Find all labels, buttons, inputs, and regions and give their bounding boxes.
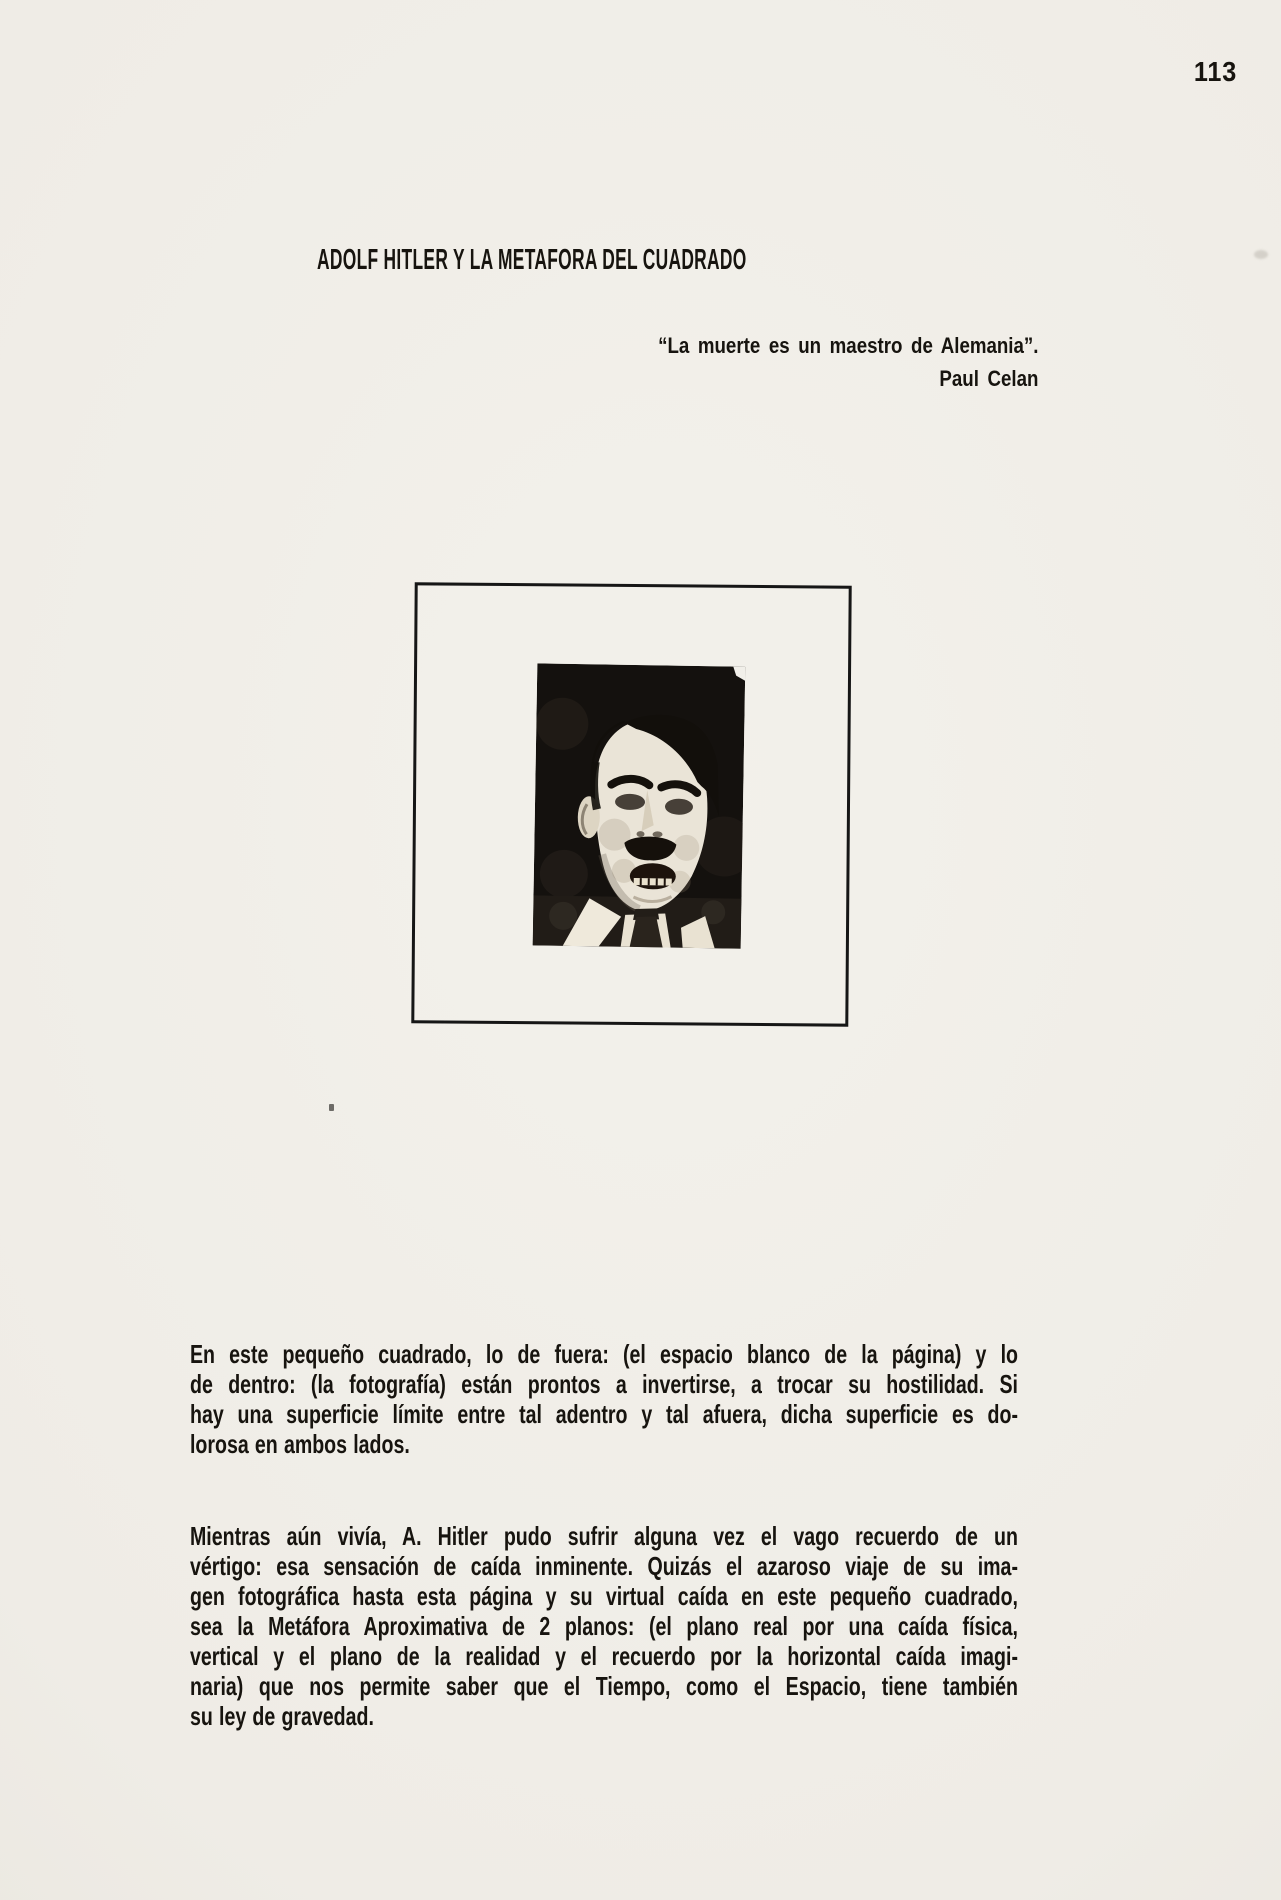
- scan-speck: [329, 1104, 334, 1111]
- paragraph: [190, 1521, 1018, 1731]
- text-line: de dentro: (la fotografía) están prontos a invertirse, a trocar su hostilidad. Si: [190, 1369, 1018, 1399]
- page-title: ADOLF HITLER Y LA METAFORA DEL CUADRADO: [317, 244, 747, 276]
- text-line: vertical y el plano de la realidad y el recuerdo por la horizontal caída imagi-: [190, 1641, 1018, 1671]
- text-line: naria) que nos permite saber que el Tiempo, como el Espacio, tiene también: [190, 1671, 1018, 1701]
- text-line: En este pequeño cuadrado, lo de fuera: (el espacio blanco de la página) y lo: [190, 1339, 1018, 1369]
- text-line: vértigo: esa sensación de caída inminente. Quizás el azaroso viaje de su ima-: [190, 1551, 1018, 1581]
- scan-speck: [1254, 250, 1268, 259]
- text-line: Mientras aún vivía, A. Hitler pudo sufrir alguna vez el vago recuerdo de un: [190, 1521, 1018, 1551]
- hitler-portrait-photo: [533, 663, 746, 948]
- epigraph-quote: “La muerte es un maestro de Alemania”.: [657, 333, 1038, 358]
- text-line: lorosa en ambos lados.: [190, 1429, 410, 1459]
- epigraph: [658, 329, 1038, 395]
- text-line: hay una superficie límite entre tal adentro y tal afuera, dicha superficie es do-: [190, 1399, 1018, 1429]
- text-line: su ley de gravedad.: [190, 1701, 374, 1731]
- text-line: sea la Metáfora Aproximativa de 2 planos: (el plano real por una caída física,: [190, 1611, 1018, 1641]
- paragraph: [190, 1339, 1018, 1459]
- text-line: gen fotográfica hasta esta página y su virtual caída en este pequeño cuadrado,: [190, 1581, 1018, 1611]
- square-outline: [411, 582, 851, 1026]
- page-number: 113: [1193, 56, 1237, 87]
- epigraph-author: Paul Celan: [938, 366, 1038, 391]
